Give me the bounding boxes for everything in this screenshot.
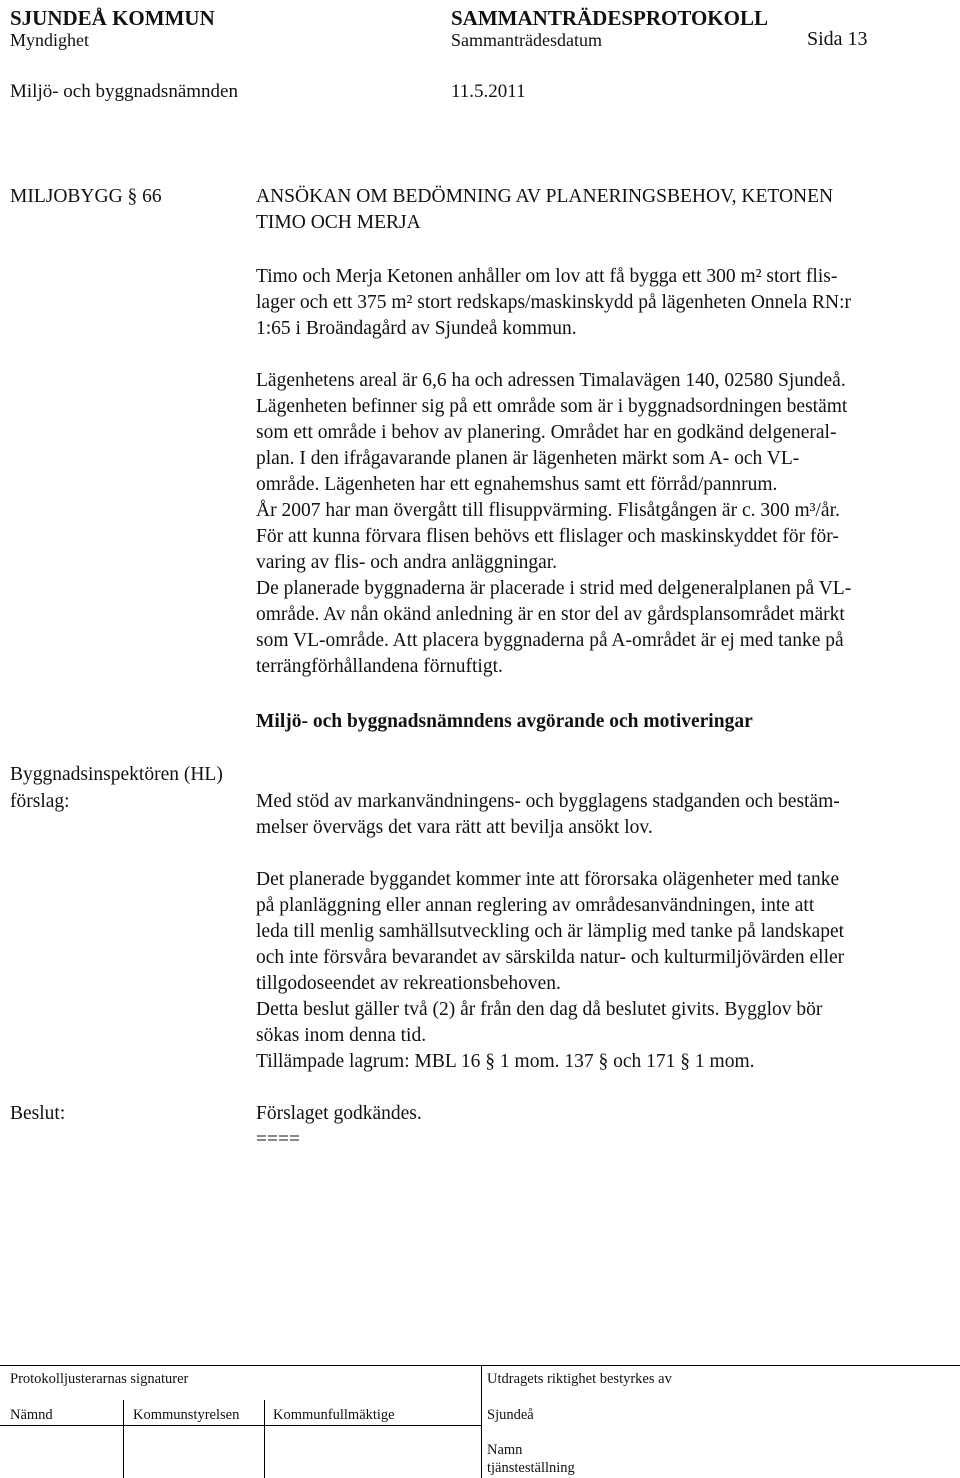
- proposal-label-suffix: förslag:: [10, 791, 70, 812]
- footer-top-rule: [0, 1365, 960, 1366]
- meeting-date: 11.5.2011: [451, 81, 526, 102]
- footer-col-divider: [123, 1400, 124, 1478]
- text-line: varing av flis- och andra anläggningar.: [256, 552, 558, 573]
- details-paragraph: [256, 368, 956, 680]
- text-line: lager och ett 375 m² stort redskaps/maskinskydd på lägenheten Onnela RN:r: [256, 292, 852, 313]
- text-line: 1:65 i Broändagård av Sjundeå kommun.: [256, 318, 577, 339]
- text-line: Med stöd av markanvändningens- och bygglagens stadganden och bestäm-: [256, 791, 840, 812]
- position-label: tjänsteställning: [487, 1460, 575, 1476]
- document-type: SAMMANTRÄDESPROTOKOLL: [451, 6, 768, 30]
- text-line: Det planerade byggandet kommer inte att förorsaka olägenheter med tanke: [256, 869, 840, 890]
- text-line: som ett område i behov av planering. Området har en godkänd delgeneral-: [256, 422, 837, 443]
- text-line: Tillämpade lagrum: MBL 16 § 1 mom. 137 § och 171 § 1 mom.: [256, 1051, 755, 1072]
- text-line: För att kunna förvara flisen behövs ett flislager och maskinskyddet för för-: [256, 526, 839, 547]
- signatures-label: Protokolljusterarnas signaturer: [10, 1371, 189, 1387]
- intro-paragraph: [256, 264, 956, 342]
- text-line: leda till menlig samhällsutveckling och är lämplig med tanke på landskapet: [256, 921, 845, 942]
- text-line: som VL-område. Att placera byggnaderna på A-området är ej med tanke på: [256, 630, 844, 651]
- authority-label: Myndighet: [10, 30, 89, 50]
- case-title-line: ANSÖKAN OM BEDÖMNING AV PLANERINGSBEHOV, KETONEN: [256, 186, 834, 207]
- text-line: och inte försvåra bevarandet av särskilda natur- och kulturmiljövärden eller: [256, 947, 845, 968]
- text-line: sökas inom denna tid.: [256, 1025, 427, 1046]
- text-line: melser övervägs det vara rätt att bevilja ansökt lov.: [256, 817, 653, 838]
- text-line: område. Av nån okänd anledning är en stor del av gårdsplansområdet märkt: [256, 604, 845, 625]
- certification-label: Utdragets riktighet bestyrkes av: [487, 1371, 672, 1387]
- text-line: Detta beslut gäller två (2) år från den dag då beslutet givits. Bygglov bör: [256, 999, 823, 1020]
- text-line: Timo och Merja Ketonen anhåller om lov att få bygga ett 300 m² stort flis-: [256, 266, 838, 287]
- text-line: Lägenheten befinner sig på ett område som är i byggnadsordningen bestämt: [256, 396, 848, 417]
- board-municipal-council: Kommunfullmäktige: [273, 1407, 395, 1423]
- board-label: Nämnd: [10, 1407, 53, 1423]
- name-label: Namn: [487, 1442, 523, 1458]
- proposal-label: Byggnadsinspektören (HL): [10, 764, 223, 785]
- footer-mid-rule: [0, 1425, 482, 1426]
- resolution-text: Förslaget godkändes.: [256, 1103, 422, 1124]
- text-line: År 2007 har man övergått till flisuppvärming. Flisåtgången är c. 300 m³/år.: [256, 500, 840, 521]
- footer-divider: [481, 1365, 482, 1478]
- decision-heading: Miljö- och byggnadsnämndens avgörande och motiveringar: [256, 711, 753, 732]
- text-line: plan. I den ifrågavarande planen är lägenheten märkt som A- och VL-: [256, 448, 800, 469]
- text-line: tillgodoseendet av rekreationsbehoven.: [256, 973, 561, 994]
- case-title-line: TIMO OCH MERJA: [256, 212, 421, 233]
- text-line: område. Lägenheten har ett egnahemshus samt ett förråd/pannrum.: [256, 474, 778, 495]
- date-label: Sammanträdesdatum: [451, 30, 602, 50]
- text-line: Lägenhetens areal är 6,6 ha och adressen Timalavägen 140, 02580 Sjundeå.: [256, 370, 846, 391]
- footer-col-divider: [264, 1400, 265, 1478]
- case-number: MILJOBYGG § 66: [10, 186, 162, 207]
- page-number: Sida 13: [807, 28, 868, 50]
- municipality-name: SJUNDEÅ KOMMUN: [10, 6, 215, 30]
- text-line: på planläggning eller annan reglering av områdesanvändningen, inte att: [256, 895, 815, 916]
- proposal-text: [256, 789, 956, 841]
- resolution-label: Beslut:: [10, 1103, 66, 1124]
- board-municipal-board: Kommunstyrelsen: [133, 1407, 240, 1423]
- text-line: De planerade byggnaderna är placerade i strid med delgeneralplanen på VL-: [256, 578, 852, 599]
- case-title: [256, 184, 956, 236]
- place-name: Sjundeå: [487, 1407, 534, 1423]
- motivation-paragraph: [256, 867, 956, 1075]
- authority-name: Miljö- och byggnadsnämnden: [10, 81, 238, 102]
- end-mark: ====: [256, 1129, 300, 1150]
- text-line: terrängförhållandena förnuftigt.: [256, 656, 503, 677]
